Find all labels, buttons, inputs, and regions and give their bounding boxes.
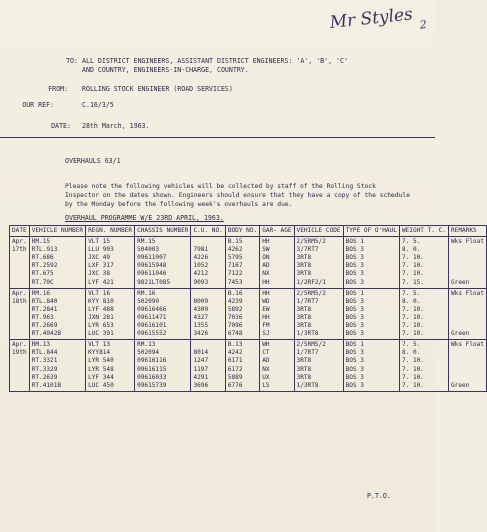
chassis-value: 502090 [137,297,160,305]
handwritten-mark: 2 [419,17,428,32]
chassis-value: 09611471 [137,313,167,321]
chassis-value: RM.13 [137,341,156,349]
ohaul-value: BOS 3 [345,322,364,330]
cu-value: 8014 [193,349,209,357]
ohaul-value: BOS 3 [345,357,364,365]
regn-value: KYY 810 [88,297,114,305]
vehicle-value: RT.4101B [31,381,62,389]
remarks-cell [448,237,486,289]
ohaul-value: BOS 3 [345,270,364,278]
weight-value: 7. 10. [401,262,424,270]
programme-title: OVERHAUL PROGRAMME W/E 23RD APRIL, 1963. [65,214,224,222]
cu-value: 8009 [193,297,209,305]
body-value: 4262 [227,246,243,254]
vehicle-value: RT.2841 [31,305,58,313]
vehicle-value: RT.686 [31,254,54,262]
date-cell: Apr. 17th [10,237,30,289]
weight-value: 8. 0. [401,246,421,254]
code-value: 3RT8 [296,322,312,330]
cu-value: 1197 [193,365,209,373]
ohaul-cell [343,237,399,289]
vehicle-cell [29,237,85,289]
to-line-1: ALL DISTRICT ENGINEERS, ASSISTANT DISTRICT ENGINEERS: 'A', 'B', 'C' [82,57,348,65]
ohaul-value: BOS 3 [345,278,364,286]
body-value: 6748 [227,330,243,338]
ohaul-value: BOS 3 [345,381,364,389]
vehicle-value: RT.2639 [31,373,58,381]
chassis-value: 504003 [137,246,160,254]
vehicle-value: RT.3321 [31,357,58,365]
weight-value: 7. 10. [401,305,424,313]
code-value: 2/5RM5/2 [296,289,326,297]
code-cell [294,237,343,289]
remarks-value [451,322,484,330]
chassis-cell [135,340,191,392]
weight-value: 7. 10. [401,381,424,389]
remarks-value [451,270,484,278]
chassis-value: RM.15 [137,238,156,246]
garage-value: AD [262,262,270,270]
garage-value: WH [262,341,270,349]
body-value: 4242 [227,349,243,357]
garage-value: WD [262,297,270,305]
vehicle-cell [29,340,85,392]
cu-value: 1247 [193,357,209,365]
code-value: 2/5RM5/2 [296,341,326,349]
weight-value: 7. 5. [401,238,421,246]
code-value: 2/5RM5/2 [296,238,326,246]
vehicle-value: RT.675 [31,270,54,278]
weight-value: 7. 10. [401,357,424,365]
cu-value: 3426 [193,330,209,338]
chassis-value: 502094 [137,349,160,357]
body-value: 6776 [227,381,243,389]
col-weight-header: WEIGHT T. C. [399,226,448,237]
cu-value: 4327 [193,313,209,321]
weight-cell [399,237,448,289]
weight-value: 7. 10. [401,313,424,321]
regn-value: VLT 16 [88,289,111,297]
col-body-header: BODY NO. [225,226,259,237]
col-date-header: DATE [10,226,30,237]
code-value: 3RT8 [296,270,312,278]
cu-value [193,290,222,298]
code-value: 3/7RT7 [296,246,319,254]
code-value: 3RT8 [296,357,312,365]
schedule-body [10,237,487,392]
chassis-value: 09615739 [137,381,167,389]
regn-value: LYF 344 [88,373,114,381]
code-value: 3RT8 [296,365,312,373]
chassis-value: RM.16 [137,289,156,297]
regn-value: LYF 421 [88,278,114,286]
remarks-value: Green [450,381,470,389]
weight-value: 8. 0. [401,297,421,305]
body-value: 5795 [227,254,243,262]
body-value: 5892 [227,305,243,313]
code-value: 1/2RF2/1 [296,278,326,286]
ohaul-cell [343,340,399,392]
cu-value: 4291 [193,373,209,381]
date-cell: Apr. 19th [10,340,30,392]
intro-paragraph: Please note the following vehicles will be collected by staff of the Rolling Stock Inspector on the dates shown. Engineers should ensure that they have a copy of the schedule by the Monday before the following week's overhauls are due. [65,183,410,208]
garage-value: HH [262,278,270,286]
remarks-value [451,246,484,254]
chassis-value: 09616033 [137,373,167,381]
garage-value: HH [262,289,270,297]
garage-cell [260,288,294,340]
remarks-value [451,366,484,374]
garage-value: SJ [262,330,270,338]
handwritten-name: Mr Styles [328,4,414,33]
chassis-value: 09611007 [137,254,167,262]
overhaul-schedule-table [9,225,487,392]
table-header-row [10,226,487,237]
vehicle-value: RM.13 [31,341,51,349]
garage-value: EW [262,305,270,313]
regn-value: LYR 653 [88,322,114,330]
ohaul-value: BOS 3 [345,297,364,305]
body-cell [225,340,259,392]
garage-value: SW [262,246,270,254]
col-garage-header: GAR- AGE [260,226,294,237]
regn-value: LYR 540 [88,357,114,365]
ohaul-value: BOS 3 [345,373,364,381]
regn-value: JXC 49 [88,254,111,262]
garage-value: HH [262,238,270,246]
vehicle-cell [29,288,85,340]
remarks-value: Green [450,278,470,286]
garage-value: ON [262,254,270,262]
from-value: ROLLING STOCK ENGINEER (ROAD SERVICES) [82,85,233,93]
table-row [10,237,487,289]
code-cell [294,340,343,392]
vehicle-value: RTL.844 [31,349,58,357]
weight-value: 7. 5. [401,289,421,297]
chassis-cell [135,237,191,289]
ohaul-value: BOS 1 [345,341,364,349]
weight-value: 7. 10. [401,254,424,262]
code-value: 1/3RT8 [296,330,319,338]
chassis-value: 09615552 [137,330,167,338]
cu-cell [191,288,225,340]
regn-value: LYF 488 [88,305,114,313]
ohaul-value: BOS 3 [345,365,364,373]
col-remarks-header: REMARKS [448,226,486,237]
cu-value: 9093 [193,278,209,286]
remarks-value: Wks Float [450,238,485,246]
cu-value: 4309 [193,305,209,313]
weight-value: 8. 0. [401,349,421,357]
vehicle-value: RT.2592 [31,262,58,270]
remarks-value: Wks Float [450,341,485,349]
cu-value: 7981 [193,246,209,254]
weight-value: 7. 10. [401,373,424,381]
chassis-value: 09616466 [137,305,167,313]
ohaul-value: BOS 3 [345,349,364,357]
body-value: 7096 [227,322,243,330]
remarks-value: Green [450,330,470,338]
remarks-value [451,262,484,270]
ohaul-value: BOS 3 [345,246,364,254]
remarks-value [451,349,484,357]
col-chassis-header: CHASSIS NUMBER [135,226,191,237]
code-value: 3RT8 [296,373,312,381]
body-value: 6172 [227,365,243,373]
col-code-header: VEHICLE CODE [294,226,343,237]
remarks-value [451,298,484,306]
cu-value [193,341,222,349]
from-label: FROM: [48,85,68,93]
body-value: B.15 [227,238,243,246]
remarks-value [451,357,484,365]
date-cell: Apr. 18th [10,288,30,340]
remarks-cell [448,340,486,392]
body-value: 5889 [227,373,243,381]
garage-value: AD [262,357,270,365]
overhauls-title: OVERHAULS 63/1 [65,157,121,165]
cu-value: 4226 [193,254,209,262]
code-value: 3RT8 [296,262,312,270]
regn-value: VLT 15 [88,238,111,246]
regn-value: LLU 903 [88,246,114,254]
body-value: 7167 [227,262,243,270]
chassis-value: 9821LT085 [137,278,171,286]
body-cell [225,288,259,340]
body-value: B.13 [227,341,243,349]
date-label: DATE: [51,122,71,130]
remarks-value [451,254,484,262]
body-value: 6171 [227,357,243,365]
vehicle-value: RTL.840 [31,297,58,305]
regn-value: JXN 281 [88,313,114,321]
body-value: 7036 [227,313,243,321]
pto-footer: P.T.O. [367,492,391,500]
weight-value: 7. 15. [401,278,424,286]
ohaul-value: BOS 3 [345,262,364,270]
regn-value: VLT 13 [88,341,111,349]
regn-value: LYR 548 [88,365,114,373]
body-cell [225,237,259,289]
weight-value: 7. 10. [401,365,424,373]
cu-value: 4212 [193,270,209,278]
to-line-2: AND COUNTRY, ENGINEERS-IN-CHARGE, COUNTRY. [82,66,249,74]
code-value: 1/3RT8 [296,381,319,389]
ohaul-value: BOS 1 [345,238,364,246]
cu-cell [191,237,225,289]
vehicle-value: RT.70C [31,278,54,286]
weight-cell [399,340,448,392]
chassis-value: 09616115 [137,365,167,373]
garage-value: UX [262,373,270,381]
remarks-value [451,306,484,314]
body-value: B.16 [227,289,243,297]
regn-value: LXF 317 [88,262,114,270]
date-value: 28th March, 1963. [82,122,150,130]
ref-value: C.16/3/5 [82,101,114,109]
vehicle-value: RT.3329 [31,365,58,373]
garage-value: FM [262,322,270,330]
regn-value: LUC 391 [88,330,114,338]
vehicle-value: RT.963 [31,313,54,321]
chassis-cell [135,288,191,340]
garage-cell [260,237,294,289]
remarks-value [451,314,484,322]
garage-value: HH [262,313,270,321]
ohaul-value: BOS 3 [345,254,364,262]
regn-cell [86,340,135,392]
vehicle-value: RT.2669 [31,322,58,330]
regn-value: LUC 450 [88,381,114,389]
vehicle-value: RM.15 [31,238,51,246]
handwritten-annotation [329,3,428,41]
cu-value: 1355 [193,322,209,330]
code-value: 3RT8 [296,254,312,262]
col-regn-header: REGN. NUMBER [86,226,135,237]
regn-cell [86,288,135,340]
ref-label: OUR REF: [22,101,54,109]
remarks-cell [448,288,486,340]
col-cu-header: C.U. NO. [191,226,225,237]
vehicle-value: RT.4042B [31,330,62,338]
vehicle-value: RM.16 [31,289,51,297]
to-label: TO: [66,57,78,65]
weight-value: 7. 10. [401,322,424,330]
weight-value: 7. 10. [401,330,424,338]
chassis-value: 09611046 [137,270,167,278]
code-value: 1/7RT7 [296,297,319,305]
col-vehicle-header: VEHICLE NUMBER [29,226,85,237]
weight-cell [399,288,448,340]
table-row [10,288,487,340]
cu-value: 3696 [193,381,209,389]
garage-value: CT [262,349,270,357]
chassis-value: 09616116 [137,357,167,365]
garage-value: LS [262,381,270,389]
ohaul-value: BOS 1 [345,289,364,297]
header-divider [0,137,435,138]
code-value: 3RT8 [296,313,312,321]
cu-value [193,238,222,246]
table-row [10,340,487,392]
garage-value: NX [262,270,270,278]
chassis-value: 09615948 [137,262,167,270]
chassis-value: 09616101 [137,322,167,330]
vehicle-value: RTL.913 [31,246,58,254]
regn-value: JXC 38 [88,270,111,278]
weight-value: 7. 10. [401,270,424,278]
remarks-value: Wks Float [450,289,485,297]
garage-value: NX [262,365,270,373]
garage-cell [260,340,294,392]
weight-value: 7. 5. [401,341,421,349]
regn-cell [86,237,135,289]
ohaul-cell [343,288,399,340]
ohaul-value: BOS 3 [345,313,364,321]
ohaul-value: BOS 3 [345,330,364,338]
remarks-value [451,374,484,382]
code-cell [294,288,343,340]
cu-cell [191,340,225,392]
cu-value: 1052 [193,262,209,270]
body-value: 4239 [227,297,243,305]
code-value: 3RT8 [296,305,312,313]
ohaul-value: BOS 3 [345,305,364,313]
col-ohaul-header: TYPE OF O'HAUL [343,226,399,237]
code-value: 1/7RT7 [296,349,319,357]
body-value: 7122 [227,270,243,278]
regn-value: KYY814 [88,349,111,357]
body-value: 7453 [227,278,243,286]
